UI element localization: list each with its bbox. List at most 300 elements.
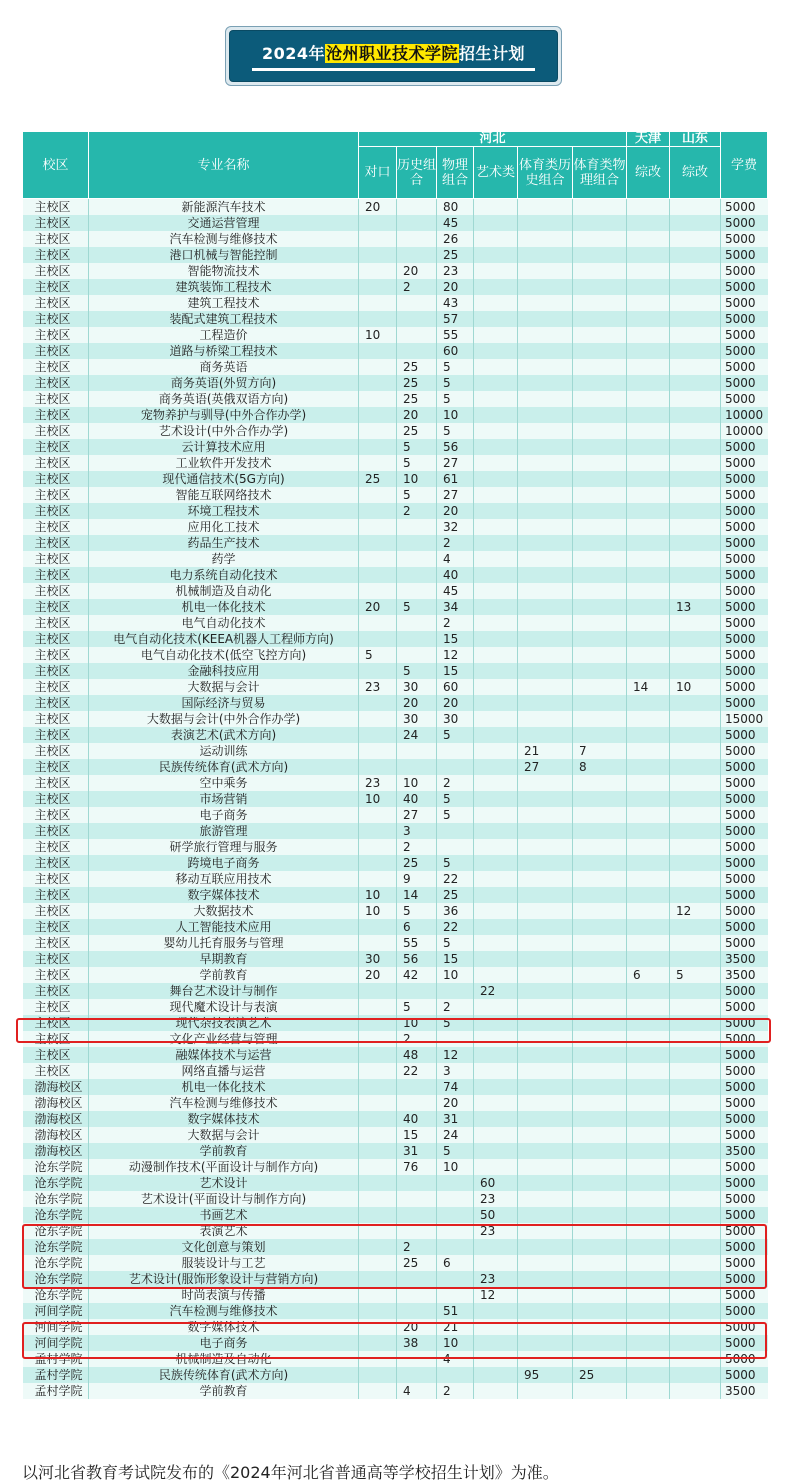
cell-quota — [518, 519, 573, 535]
table-row — [23, 1223, 768, 1239]
cell-major: 学前教育 — [89, 1383, 359, 1399]
cell-quota — [474, 231, 518, 247]
cell-campus: 沧东学院 — [23, 1175, 89, 1191]
cell-quota: 22 — [397, 1063, 437, 1079]
cell-quota: 48 — [397, 1047, 437, 1063]
cell-fee: 10000 — [721, 407, 768, 423]
header-fee: 学费 — [721, 132, 768, 199]
cell-quota — [359, 487, 397, 503]
cell-quota — [670, 631, 721, 647]
cell-quota — [474, 967, 518, 983]
cell-major: 空中乘务 — [89, 775, 359, 791]
cell-campus: 主校区 — [23, 887, 89, 903]
cell-quota — [518, 647, 573, 663]
cell-fee: 5000 — [721, 1351, 768, 1367]
cell-quota: 9 — [397, 871, 437, 887]
cell-fee: 5000 — [721, 727, 768, 743]
cell-quota — [518, 615, 573, 631]
table-row — [23, 1303, 768, 1319]
cell-major: 民族传统体育(武术方向) — [89, 1367, 359, 1383]
cell-campus: 主校区 — [23, 663, 89, 679]
cell-campus: 主校区 — [23, 583, 89, 599]
table-row — [23, 887, 768, 903]
cell-fee: 5000 — [721, 1127, 768, 1143]
cell-quota — [474, 1303, 518, 1319]
cell-quota — [627, 647, 670, 663]
cell-quota: 24 — [437, 1127, 474, 1143]
cell-campus: 主校区 — [23, 263, 89, 279]
cell-quota — [437, 823, 474, 839]
cell-quota — [627, 1127, 670, 1143]
cell-major: 移动互联应用技术 — [89, 871, 359, 887]
cell-campus: 孟村学院 — [23, 1351, 89, 1367]
cell-quota — [359, 583, 397, 599]
cell-quota: 2 — [437, 775, 474, 791]
title-suffix: 招生计划 — [459, 44, 526, 63]
cell-quota — [437, 1223, 474, 1239]
cell-major: 大数据与会计 — [89, 1127, 359, 1143]
cell-quota — [627, 359, 670, 375]
cell-campus: 主校区 — [23, 231, 89, 247]
cell-quota — [573, 487, 627, 503]
cell-campus: 主校区 — [23, 279, 89, 295]
cell-quota — [474, 775, 518, 791]
cell-quota — [670, 807, 721, 823]
cell-major: 机电一体化技术 — [89, 1079, 359, 1095]
cell-quota: 30 — [397, 679, 437, 695]
cell-quota — [518, 711, 573, 727]
cell-quota: 5 — [437, 375, 474, 391]
table-row — [23, 855, 768, 871]
cell-quota — [359, 1255, 397, 1271]
cell-campus: 主校区 — [23, 503, 89, 519]
cell-campus: 主校区 — [23, 215, 89, 231]
cell-quota: 23 — [474, 1191, 518, 1207]
cell-quota — [474, 471, 518, 487]
cell-campus: 主校区 — [23, 855, 89, 871]
cell-quota — [670, 647, 721, 663]
enrollment-table — [22, 131, 768, 1399]
cell-quota — [518, 455, 573, 471]
cell-quota: 10 — [437, 407, 474, 423]
cell-quota — [670, 199, 721, 216]
cell-quota — [359, 1111, 397, 1127]
cell-quota: 20 — [437, 503, 474, 519]
table-row — [23, 695, 768, 711]
cell-quota: 24 — [397, 727, 437, 743]
cell-fee: 5000 — [721, 759, 768, 775]
cell-quota — [670, 583, 721, 599]
cell-fee: 5000 — [721, 871, 768, 887]
cell-major: 学前教育 — [89, 1143, 359, 1159]
cell-quota — [627, 1063, 670, 1079]
cell-quota: 15 — [437, 631, 474, 647]
table-row — [23, 871, 768, 887]
cell-quota — [359, 1383, 397, 1399]
cell-quota — [518, 855, 573, 871]
cell-major: 电气自动化技术(低空飞控方向) — [89, 647, 359, 663]
cell-quota — [474, 951, 518, 967]
cell-quota — [627, 951, 670, 967]
cell-quota: 74 — [437, 1079, 474, 1095]
cell-quota — [670, 375, 721, 391]
cell-quota — [627, 343, 670, 359]
cell-quota — [670, 423, 721, 439]
cell-quota — [573, 839, 627, 855]
cell-quota — [627, 599, 670, 615]
cell-quota — [627, 1335, 670, 1351]
cell-major: 现代魔术设计与表演 — [89, 999, 359, 1015]
cell-fee: 3500 — [721, 1143, 768, 1159]
cell-fee: 5000 — [721, 391, 768, 407]
cell-quota: 10 — [437, 967, 474, 983]
header-wuli: 物理组合 — [437, 147, 474, 199]
cell-quota — [397, 1271, 437, 1287]
cell-quota — [359, 615, 397, 631]
cell-quota — [627, 391, 670, 407]
cell-quota: 23 — [359, 775, 397, 791]
cell-major: 应用化工技术 — [89, 519, 359, 535]
table-row — [23, 1287, 768, 1303]
cell-major: 电力系统自动化技术 — [89, 567, 359, 583]
cell-quota — [573, 567, 627, 583]
cell-quota — [627, 423, 670, 439]
cell-quota — [359, 695, 397, 711]
cell-quota — [670, 487, 721, 503]
cell-quota — [474, 1255, 518, 1271]
cell-quota — [518, 599, 573, 615]
cell-quota — [573, 439, 627, 455]
cell-quota: 5 — [437, 791, 474, 807]
cell-quota: 12 — [474, 1287, 518, 1303]
cell-quota — [518, 231, 573, 247]
cell-quota — [397, 231, 437, 247]
cell-quota — [573, 1351, 627, 1367]
cell-quota — [397, 1351, 437, 1367]
cell-quota: 25 — [397, 359, 437, 375]
cell-fee: 5000 — [721, 775, 768, 791]
cell-campus: 主校区 — [23, 919, 89, 935]
cell-quota — [627, 935, 670, 951]
cell-quota — [573, 1063, 627, 1079]
cell-quota — [474, 503, 518, 519]
cell-quota — [670, 1175, 721, 1191]
cell-quota — [627, 919, 670, 935]
cell-quota: 20 — [359, 199, 397, 216]
cell-quota — [573, 1303, 627, 1319]
header-tiyu-wuli: 体育类物理组合 — [573, 147, 627, 199]
cell-quota — [573, 1383, 627, 1399]
cell-quota: 30 — [397, 711, 437, 727]
table-row — [23, 295, 768, 311]
cell-major: 商务英语 — [89, 359, 359, 375]
cell-quota — [573, 1127, 627, 1143]
cell-quota — [359, 1031, 397, 1047]
cell-fee: 5000 — [721, 1255, 768, 1271]
cell-quota — [627, 247, 670, 263]
table-row — [23, 231, 768, 247]
table-row — [23, 279, 768, 295]
cell-quota — [573, 1223, 627, 1239]
cell-quota — [627, 743, 670, 759]
cell-quota — [573, 711, 627, 727]
cell-quota — [397, 551, 437, 567]
cell-campus: 沧东学院 — [23, 1159, 89, 1175]
cell-quota — [573, 951, 627, 967]
table-row — [23, 519, 768, 535]
cell-quota — [627, 1047, 670, 1063]
cell-fee: 5000 — [721, 855, 768, 871]
cell-quota — [670, 935, 721, 951]
cell-quota — [397, 247, 437, 263]
cell-quota — [670, 615, 721, 631]
cell-quota — [474, 327, 518, 343]
cell-quota — [670, 1367, 721, 1383]
cell-quota: 23 — [474, 1223, 518, 1239]
cell-quota — [573, 375, 627, 391]
cell-quota: 6 — [437, 1255, 474, 1271]
cell-quota — [474, 1335, 518, 1351]
cell-fee: 5000 — [721, 1239, 768, 1255]
cell-quota — [627, 1383, 670, 1399]
cell-quota — [670, 343, 721, 359]
cell-quota — [359, 1271, 397, 1287]
title-underline — [252, 68, 535, 71]
cell-quota: 10 — [437, 1159, 474, 1175]
cell-quota: 25 — [573, 1367, 627, 1383]
cell-quota — [573, 1047, 627, 1063]
cell-quota — [518, 487, 573, 503]
cell-major: 运动训练 — [89, 743, 359, 759]
cell-quota — [437, 983, 474, 999]
cell-quota — [670, 743, 721, 759]
cell-fee: 5000 — [721, 455, 768, 471]
cell-quota: 42 — [397, 967, 437, 983]
cell-campus: 主校区 — [23, 327, 89, 343]
cell-quota — [670, 311, 721, 327]
cell-quota — [627, 663, 670, 679]
cell-quota — [627, 791, 670, 807]
cell-quota — [474, 567, 518, 583]
cell-quota — [518, 839, 573, 855]
cell-quota — [518, 1191, 573, 1207]
cell-quota — [670, 1127, 721, 1143]
cell-quota — [474, 695, 518, 711]
cell-quota — [573, 263, 627, 279]
cell-quota — [518, 775, 573, 791]
cell-major: 跨境电子商务 — [89, 855, 359, 871]
cell-quota: 95 — [518, 1367, 573, 1383]
cell-quota — [359, 1191, 397, 1207]
cell-quota — [627, 455, 670, 471]
cell-quota — [359, 663, 397, 679]
table-row — [23, 919, 768, 935]
cell-quota: 76 — [397, 1159, 437, 1175]
cell-campus: 沧东学院 — [23, 1239, 89, 1255]
cell-quota — [359, 743, 397, 759]
header-lishi: 历史组合 — [397, 147, 437, 199]
cell-campus: 沧东学院 — [23, 1207, 89, 1223]
cell-quota — [670, 775, 721, 791]
cell-fee: 5000 — [721, 343, 768, 359]
cell-quota — [627, 1287, 670, 1303]
cell-quota — [573, 935, 627, 951]
cell-quota — [627, 215, 670, 231]
cell-quota — [397, 567, 437, 583]
cell-quota — [627, 1239, 670, 1255]
cell-quota — [359, 311, 397, 327]
cell-quota — [359, 535, 397, 551]
table-row — [23, 967, 768, 983]
cell-campus: 沧东学院 — [23, 1223, 89, 1239]
cell-quota — [627, 551, 670, 567]
cell-quota — [627, 1351, 670, 1367]
table-row — [23, 471, 768, 487]
cell-quota: 2 — [397, 1239, 437, 1255]
cell-quota — [627, 199, 670, 216]
cell-quota — [573, 1159, 627, 1175]
cell-quota — [474, 1367, 518, 1383]
cell-fee: 5000 — [721, 279, 768, 295]
cell-quota — [359, 519, 397, 535]
cell-quota — [359, 1367, 397, 1383]
table-row — [23, 583, 768, 599]
cell-quota — [474, 711, 518, 727]
cell-quota — [518, 359, 573, 375]
cell-quota — [518, 567, 573, 583]
cell-quota — [359, 295, 397, 311]
cell-quota — [397, 1175, 437, 1191]
cell-fee: 3500 — [721, 967, 768, 983]
table-row — [23, 1255, 768, 1271]
cell-quota — [474, 599, 518, 615]
cell-campus: 主校区 — [23, 1015, 89, 1031]
cell-quota — [573, 695, 627, 711]
cell-quota — [670, 1063, 721, 1079]
cell-quota: 21 — [518, 743, 573, 759]
cell-quota — [573, 295, 627, 311]
cell-campus: 主校区 — [23, 967, 89, 983]
cell-quota — [627, 487, 670, 503]
cell-major: 民族传统体育(武术方向) — [89, 759, 359, 775]
table-row — [23, 1063, 768, 1079]
cell-quota — [518, 1143, 573, 1159]
cell-quota: 12 — [437, 1047, 474, 1063]
cell-quota — [474, 535, 518, 551]
cell-quota — [573, 919, 627, 935]
cell-quota — [474, 903, 518, 919]
cell-quota — [573, 887, 627, 903]
cell-quota: 10 — [397, 775, 437, 791]
cell-quota: 5 — [397, 599, 437, 615]
cell-quota — [437, 839, 474, 855]
cell-fee: 5000 — [721, 631, 768, 647]
cell-fee: 5000 — [721, 215, 768, 231]
cell-fee: 5000 — [721, 935, 768, 951]
cell-quota — [474, 391, 518, 407]
table-row — [23, 807, 768, 823]
table-row — [23, 775, 768, 791]
cell-quota — [573, 1207, 627, 1223]
cell-major: 建筑工程技术 — [89, 295, 359, 311]
cell-campus: 主校区 — [23, 647, 89, 663]
cell-quota: 10 — [359, 887, 397, 903]
cell-quota — [573, 535, 627, 551]
cell-quota: 5 — [397, 903, 437, 919]
cell-quota — [359, 1175, 397, 1191]
cell-major: 数字媒体技术 — [89, 887, 359, 903]
cell-fee: 5000 — [721, 487, 768, 503]
cell-quota — [474, 1319, 518, 1335]
cell-quota — [627, 295, 670, 311]
table-row — [23, 839, 768, 855]
cell-quota — [573, 1255, 627, 1271]
cell-major: 舞台艺术设计与制作 — [89, 983, 359, 999]
cell-quota — [474, 1031, 518, 1047]
cell-quota — [518, 423, 573, 439]
cell-quota — [573, 903, 627, 919]
cell-quota: 60 — [474, 1175, 518, 1191]
cell-quota — [437, 1271, 474, 1287]
cell-quota: 6 — [397, 919, 437, 935]
table-row — [23, 311, 768, 327]
header-campus: 校区 — [23, 132, 89, 199]
cell-quota — [573, 423, 627, 439]
cell-quota — [670, 663, 721, 679]
cell-campus: 主校区 — [23, 823, 89, 839]
cell-major: 文化产业经营与管理 — [89, 1031, 359, 1047]
cell-major: 市场营销 — [89, 791, 359, 807]
cell-quota — [359, 839, 397, 855]
cell-quota — [573, 727, 627, 743]
cell-quota — [359, 1095, 397, 1111]
cell-major: 港口机械与智能控制 — [89, 247, 359, 263]
cell-quota — [573, 791, 627, 807]
cell-major: 艺术设计(中外合作办学) — [89, 423, 359, 439]
cell-quota: 61 — [437, 471, 474, 487]
cell-campus: 主校区 — [23, 1047, 89, 1063]
header-tianjin: 天津 — [627, 132, 670, 147]
title-banner — [229, 30, 558, 82]
cell-quota — [474, 487, 518, 503]
cell-quota — [437, 759, 474, 775]
cell-quota — [670, 1079, 721, 1095]
cell-quota — [397, 983, 437, 999]
cell-quota — [518, 1207, 573, 1223]
cell-quota: 22 — [437, 919, 474, 935]
cell-quota: 5 — [437, 391, 474, 407]
title-highlight: 沧州职业技术学院 — [326, 44, 459, 63]
cell-major: 文化创意与策划 — [89, 1239, 359, 1255]
table-row — [23, 1031, 768, 1047]
table-row — [23, 551, 768, 567]
table-row — [23, 1351, 768, 1367]
cell-quota — [397, 1095, 437, 1111]
cell-fee: 5000 — [721, 567, 768, 583]
cell-quota — [518, 1015, 573, 1031]
cell-quota: 23 — [474, 1271, 518, 1287]
cell-quota — [359, 279, 397, 295]
cell-quota — [474, 551, 518, 567]
cell-major: 大数据与会计 — [89, 679, 359, 695]
cell-quota — [518, 791, 573, 807]
cell-quota: 2 — [397, 503, 437, 519]
cell-major: 研学旅行管理与服务 — [89, 839, 359, 855]
cell-quota: 20 — [437, 279, 474, 295]
cell-quota — [573, 1287, 627, 1303]
cell-quota — [518, 1159, 573, 1175]
cell-quota: 10 — [437, 1335, 474, 1351]
